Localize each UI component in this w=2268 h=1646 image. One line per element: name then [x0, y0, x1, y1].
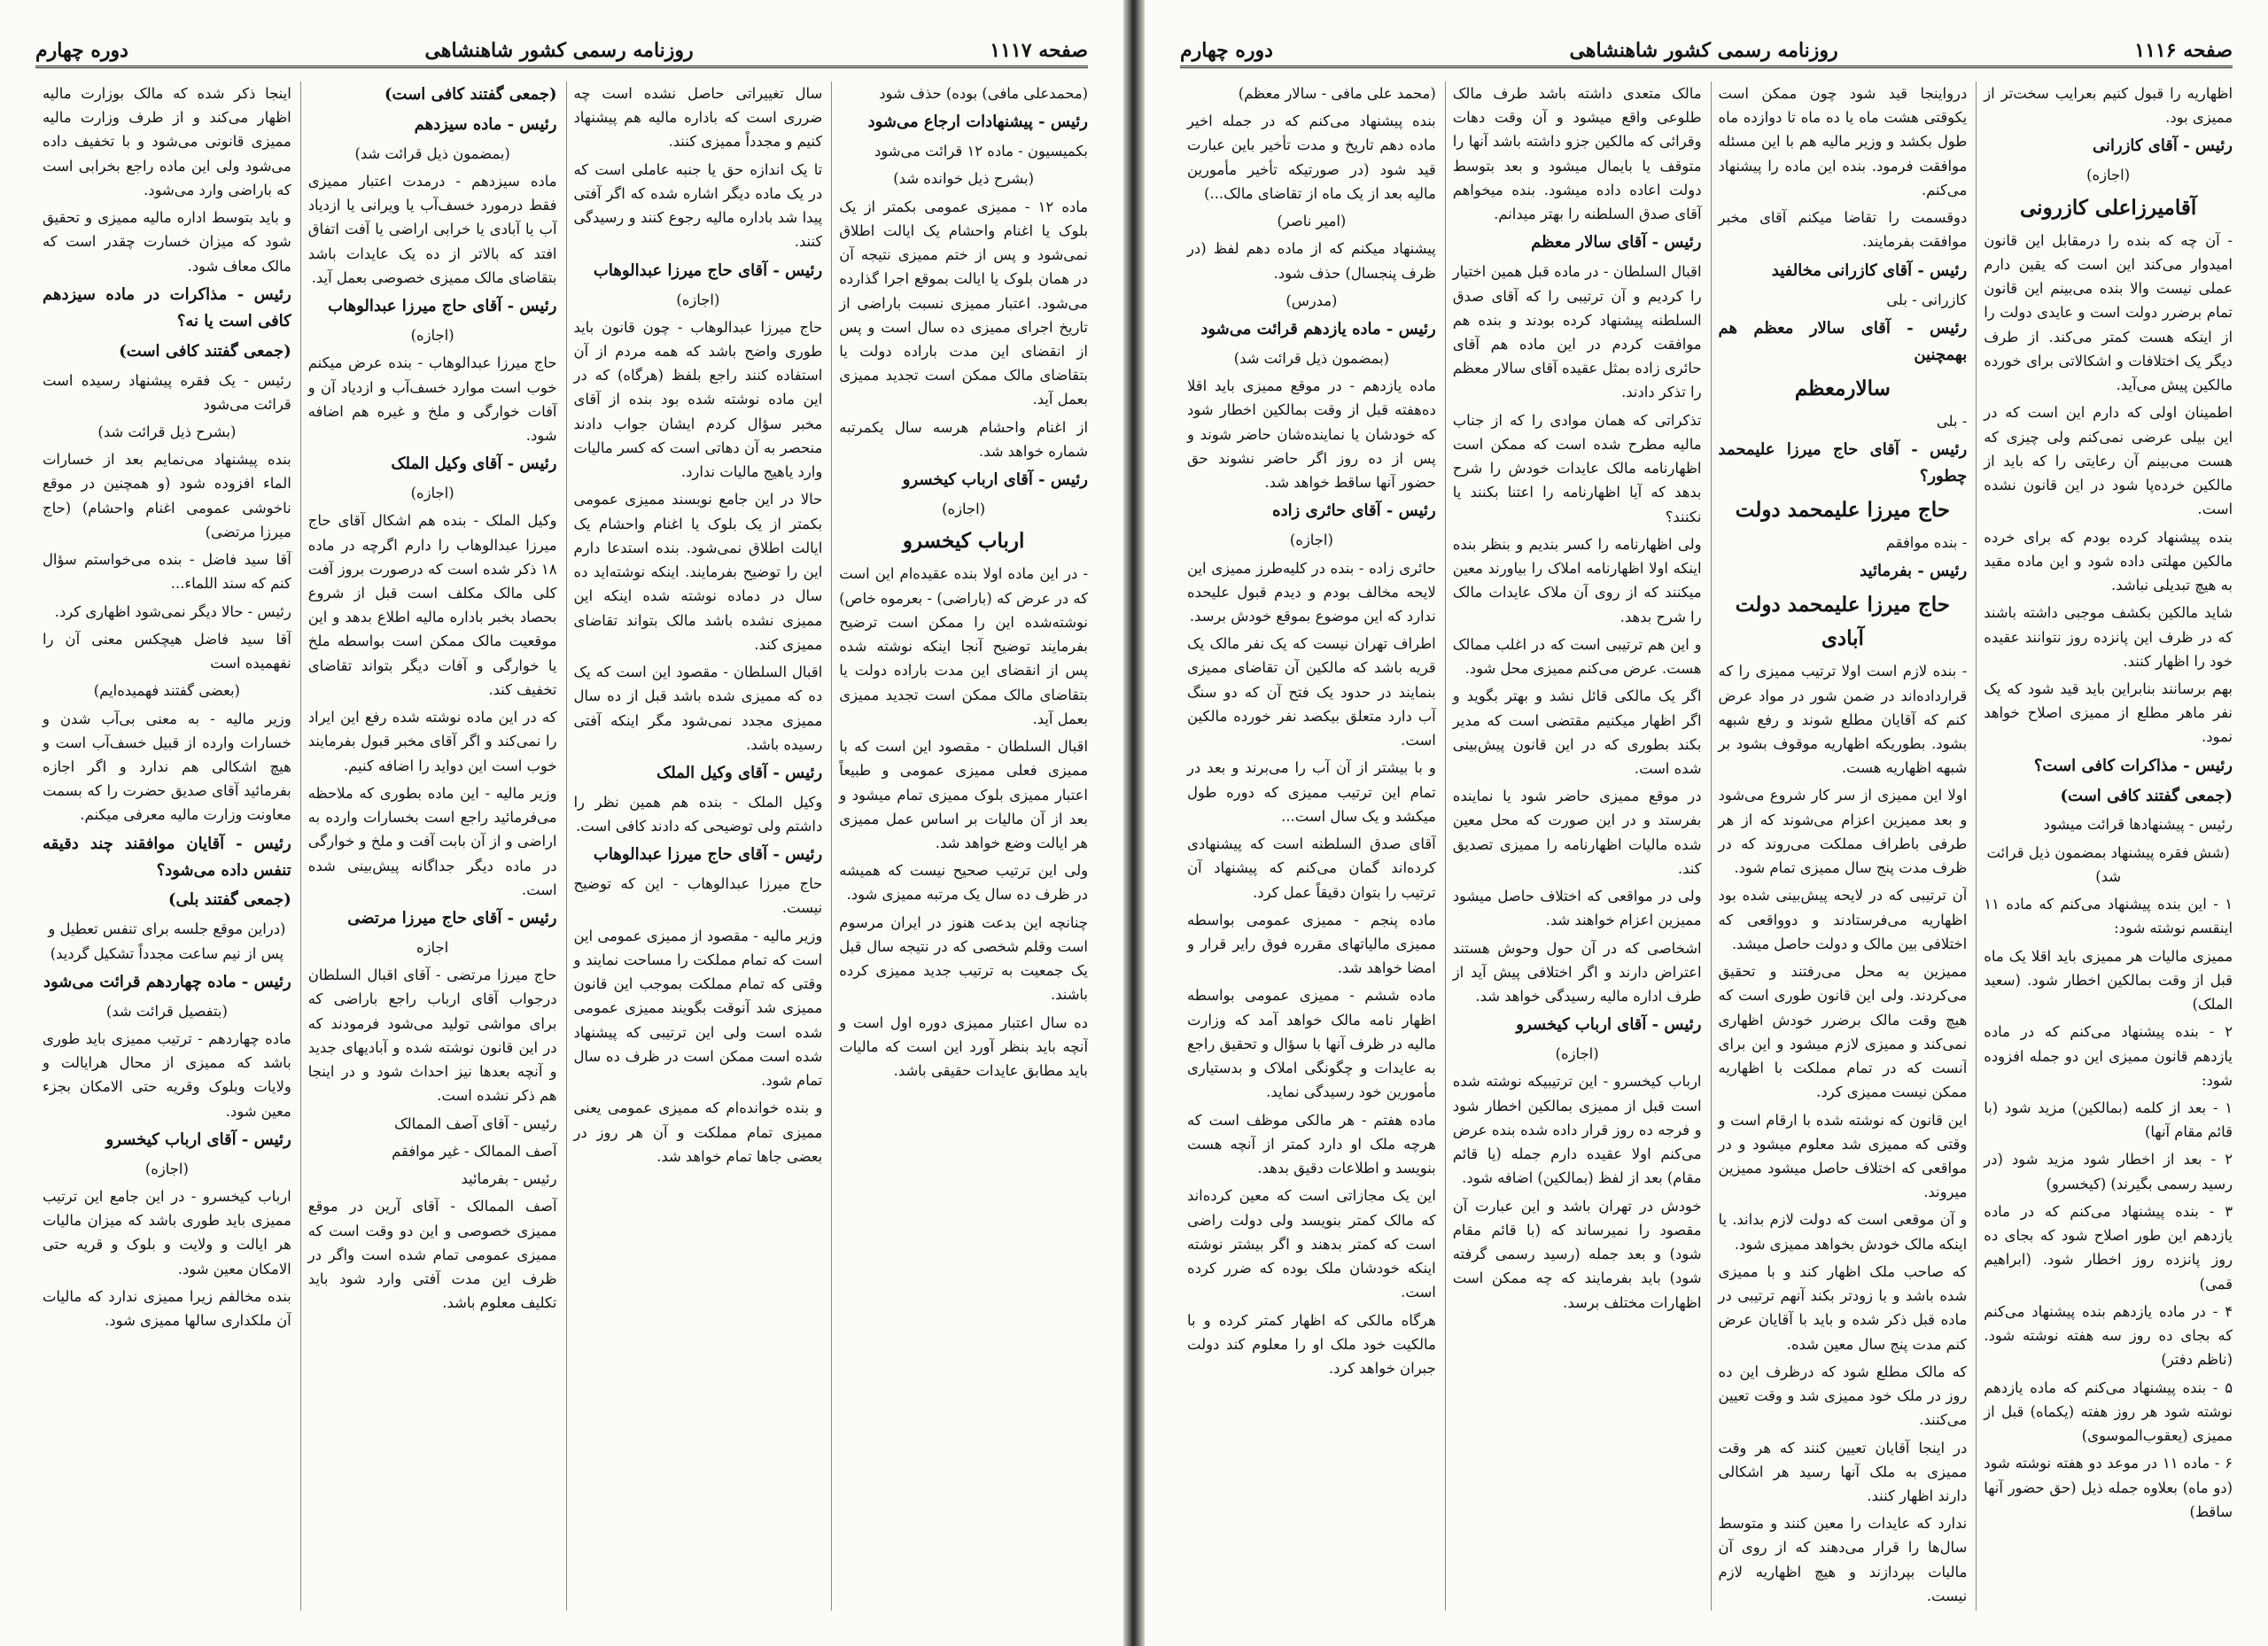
text-column [1445, 82, 1702, 1611]
speaker-name: حاج میرزا علیمحمد دولت [1735, 497, 1951, 522]
proceedings-note: (اجازه) [1555, 1045, 1599, 1063]
paragraph: اظهاریه را قبول کنیم بعرایب سخت‌تر از ممیزی بود. [1984, 85, 2233, 127]
volume-label: دوره چهارم [1180, 39, 1273, 62]
paragraph: حاج میرزا مرتضی - آقای اقبال السلطان درجواب آقای ارباب راجع باراضی که برای مواشی تولید می‌شود فرمودند که در این قانون نوشته شده و آبادیهای جدید و آنچه بعدها نیز احداث شود و در اینجا هم ذکر نشده است. [307, 967, 557, 1105]
text-column [35, 82, 291, 1611]
speaker-name: ارباب کیخسرو [902, 529, 1025, 554]
paragraph: ۵ - بنده پیشنهاد می‌کنم که ماده یازدهم نوشته شود هر روز هفته (یکماه) قبل از ممیزی (یعقوب‌الموسوی) [1984, 1378, 2233, 1445]
paragraph: ۳ - بنده پیشنهاد می‌کنم که در ماده یازدهم این طور اصلاح شود که بجای ده روز پانزده روز اخطار شود. (ابراهیم قمی) [1984, 1202, 2233, 1293]
paragraph: رئیس - بفرمائید [461, 1170, 557, 1188]
paragraph: وزیر مالیه - به معنی بی‌آب شدن و خسارات وارده از قبیل خسف‌آب است و هیچ اشکالی هم ندارد و اگر اجازه بفرمائید آقای صدیق حضرت را که بسمت معاونت وزارت مالیه معرفی میکنم. [43, 710, 291, 824]
paragraph: ماده ۱۲ - ممیزی عمومی بکمتر از یک بلوک یا اغنام واحشام یک ایالت اطلاق نمی‌شود و پس از ختم ممیزی نتیجه آن در همان بلوک یا ایالت بموقع اجرا گذارده می‌شود. اعتبار ممیزی نسبت باراضی از تاریخ اجرای ممیزی ده سال است و پس از انقضای این مدت باراده دولت یا بتقاضای مالک ممکن است تجدید ممیزی بعمل آید. [839, 198, 1088, 408]
paragraph: شاید مالکین بکشف موجبی داشته باشند که در ظرف این پانزده روز نتوانند عقیده خود را اظهار کنند. [1984, 604, 2233, 670]
paragraph: آقای صدق السلطنه است که پیشنهادی کرده‌اند گمان می‌کنم که پیشنهاد آن ترتیب را بتوان دقیقاً عمل کرد. [1187, 835, 1436, 901]
proceedings-note: (اجازه) [2086, 167, 2131, 184]
speaker-line: رئیس - ماده سیزدهم [414, 114, 557, 134]
proceedings-note: (دراین موقع جلسه برای تنفس تعطیل و پس از نیم ساعت مجدداً تشکیل گردید) [48, 920, 286, 962]
paragraph: از اغنام واحشام هرسه سال یکمرتبه شماره خواهد شد. [839, 418, 1088, 460]
proceedings-note: (بتفصیل قرائت شد) [105, 1002, 228, 1020]
paragraph: ماده چهاردهم - ترتیب ممیزی باید طوری باشد که ممیزی از محال هرایالت و ولایات وبلوک وقریه حتی الامکان بجزء معین شود. [43, 1029, 291, 1120]
speaker-line: رئیس - آقای وکیل الملک [391, 454, 557, 474]
volume-label: دوره چهارم [35, 39, 128, 62]
speaker-line: رئیس - بفرمائید [1860, 562, 1968, 581]
speaker-line: رئیس - آقای سالار معظم هم بهمچنین [1718, 318, 1968, 364]
paragraph: بکمیسیون - ماده ۱۲ قرائت می‌شود [874, 143, 1088, 160]
paragraph: و با بیشتر از آن آب را می‌برند و بعد در تمام این ترتیب ممیزی که دوره طول میکشد و یک سال است... [1187, 759, 1436, 825]
speaker-line: رئیس - آقای حاج میرزا عبدالوهاب [593, 260, 823, 280]
speaker-line: رئیس - ماده چهاردهم قرائت می‌شود [43, 972, 291, 991]
speaker-line: رئیس - ماده یازدهم قرائت می‌شود [1200, 320, 1436, 339]
paragraph: ندارد که عایدات را معین کنند و متوسط سال‌ها را قرار می‌دهند که از روی آن مالیات بپردازند و هیچ اظهاریه لازم نیست. [1718, 1515, 1968, 1604]
paragraph: ماده یازدهم - در موقع ممیزی باید اقلا ده‌هفته قبل از وقت بمالکین اخطار شود که خودشان یا نماینده‌شان حاضر شوند و پس از ده روز اگر حاضر نشوند حق حضور آنها ساقط خواهد شد. [1187, 377, 1436, 492]
paragraph: در اینجا آقایان تعیین کنند که هر وقت ممیزی به ملک آنها رسید هر اشکالی دارند اظهار کنند. [1718, 1439, 1968, 1505]
paragraph: مالک متعدی داشته باشد طرف مالک طلوعی واقع میشود و آن وقت دهات وقرائی که مالکین جزو داشته باشد آنها را متوقف یا بایمال میشود و بعد بتوسط دولت اعاده داده میشود. بنده میخواهم آقای صدق السلطنه را بهتر میدانم. [1452, 85, 1702, 223]
paragraph: این یک مجازاتی است که معین کرده‌اند که مالک کمتر بنویسد ولی دولت راضی است که کمتر بدهند و اگر بیشتر نوشته اینکه خودشان ملک بوده که ضرر کرده است. [1187, 1187, 1436, 1301]
paragraph: اولا این ممیزی از سر کار شروع می‌شود و بعد ممیزین اعزام می‌شوند که از هر طرفی باطراف مملکت می‌روند که در ظرف مدت پنج سال ممیزی تمام شود. [1718, 787, 1968, 877]
paragraph: چنانچه این بدعت هنوز در ایران مرسوم است وقلم شخصی که در نتیجه سال قبل یک جمعیت به ترتیب جدید ممیزی کرده باشند. [839, 913, 1088, 1004]
paragraph: و این هم ترتیبی است که در اغلب ممالک هست. عرض می‌کنم ممیزی محل شود. [1452, 635, 1702, 678]
proceedings-note: (بشرح ذیل خوانده شد) [893, 170, 1034, 188]
paragraph: این قانون که نوشته شده با ارقام است و وقتی که ممیزی شد معلوم میشود و در مواقعی که اختلاف حاصل میشود ممیزین میروند. [1718, 1111, 1968, 1201]
speaker-line: رئیس - مذاکرات در ماده سیزدهم کافی است یا نه؟ [43, 284, 291, 330]
paragraph: حاج میرزا عبدالوهاب - چون قانون باید طوری واضح باشد که همه مردم از آن استفاده کنند راجع بلفظ (هرگاه) که در این ماده نوشته شده بود بنده از آقای مخبر سؤال کردم ایشان جواب دادند منحصر به آن دهاتی است که کسر مالیات وارد یاهیج مالیات ندارد. [573, 318, 823, 481]
text-column [300, 82, 557, 1611]
paragraph: و آن موقعی است که دولت لازم بداند. یا اینکه مالک خودش بخواهد ممیزی شود. [1718, 1211, 1968, 1253]
paragraph: کازرانی - بلی [1886, 291, 1968, 308]
text-column [1180, 82, 1436, 1611]
proceedings-note: (شش فقره پیشنهاد بمضمون ذیل قرائت شد) [1986, 843, 2230, 885]
proceedings-note: (مدرس) [1285, 291, 1338, 309]
speaker-line: (جمعی گفتند کافی است) [2060, 786, 2233, 805]
paragraph: وکیل الملک - بنده هم همین نظر را داشتم ولی توضیحی که دادند کافی است. [573, 793, 823, 835]
paragraph: وزیر مالیه - این ماده بطوری که ملاحظه می‌فرمائید راجع است بخسارات وارده به اراضی و از آن بابت آفت و ملخ و خوارگی در ماده دیگر جداگانه پیش‌بینی شده است. [307, 784, 557, 898]
paragraph: دوقسمت را تقاضا میکنم آقای مخبر موافقت بفرمایند. [1718, 209, 1968, 251]
paragraph: رئیس - حالا دیگر نمی‌شود اظهاری کرد. [54, 602, 291, 620]
proceedings-note: (اجازه) [676, 291, 720, 308]
proceedings-note: اجازه [416, 938, 449, 956]
speaker-line: رئیس - پیشنهادات ارجاع می‌شود [867, 113, 1088, 132]
speaker-name: حاج میرزا علیمحمد دولت آبادی [1735, 592, 1951, 651]
paragraph: ماده هفتم - هر مالکی موظف است که هرچه ملک او دارد کمتر از آنچه هست بنویسد و اطلاعات دقیق بدهد. [1187, 1111, 1436, 1177]
paragraph: تذکراتی که همان موادی را که از جناب ماليه مطرح شده است که ممکن است اظهارنامه مالک عایدات خودش را شرح بدهد که آیا اظهارنامه را اعتنا بکنند یا نکنند؟ [1452, 411, 1702, 525]
paragraph: خودش در تهران باشد و این عبارت آن مقصود را نمیرساند که (با قائم مقام شود) و بعد جمله (رسید رسمی گرفته شود) باید بفرمایند که چه ممکن است اظهارات مختلف برسد. [1452, 1197, 1702, 1311]
proceedings-note: (اجازه) [1289, 532, 1333, 549]
paragraph: ده سال اعتبار ممیزی دوره اول است و آنچه باید بنظر آورد این است که مالیات باید مطابق عایدات حقیقی باشد. [839, 1013, 1088, 1080]
paragraph: ارباب کیخسرو - در این جامع این ترتیب ممیزی باید طوری باشد که میزان مالیات هر ایالت و ولایت و بلوک و قریه حتی الامکان معین شود. [43, 1187, 291, 1277]
paragraph: وکیل الملک - بنده هم اشکال آقای حاج میرزا عبدالوهاب را دارم اگرچه در ماده ۱۸ ذکر شده است که درصورت بروز آفت کلی مالک مکلف است قبل از شروع بحصاد بخبر باداره مالیه اطلاع بدهد و این موقعیت مالک ممکن است بواسطه ملخ یا خوارگی و آفات دیگر بتواند تقاضای تخفیف کند. [307, 512, 557, 698]
paragraph: آقا سید فاضل هیچکس معنی آن را نفهمیده است [43, 630, 291, 672]
paragraph: (محمد علی مافی - سالار معظم) [1238, 85, 1436, 102]
paragraph: (محمدعلی مافی) بوده) حذف شود [879, 85, 1088, 102]
paragraph: ولی اظهارنامه را کسر بندیم و بنظر بنده اینکه اولا اظهارنامه املاک را بیاورند معین میکنند که از روی آن ملاک عایدات مالک را شرح بدهد. [1452, 535, 1702, 625]
speaker-line: رئیس - آقایان موافقند چند دقیقه تنفس داده می‌شود؟ [43, 834, 291, 880]
paragraph: که در این ماده نوشته شده رفع این ایراد را نمی‌کند و اگر آقای مخبر قبول بفرمایند خوب است این دواید را اضافه کنیم. [307, 709, 557, 774]
paragraph: اطراف تهران نیست که یک نفر مالک یک قریه باشد که مالکین آن تقاضای ممیزی بنمایند در حدود یک فتح آن که دو سنگ آب دارد متعلق بیکصد نفر خورده مالکین است. [1187, 635, 1436, 749]
paragraph: ارباب کیخسرو - این ترتیبیکه نوشته شده است قبل از ممیزی بمالکین اخطار شود و فرجه ده روز قرار داده شده بنده عرض می‌کنم اولا عقیده دارم جمله (یا قائم مقام) بعد از لفظ (بمالکین) اضافه شود. [1452, 1073, 1702, 1187]
paragraph: ۴ - در ماده یازدهم بنده پیشنهاد می‌کنم که بجای ده روز سه هفته نوشته شود. (ناظم دفتر) [1984, 1302, 2233, 1369]
text-column [831, 82, 1088, 1611]
text-column [566, 82, 823, 1611]
paragraph: - آن چه که بنده را درمقابل این قانون امیدوار می‌کند این است که یقین دارم عملی نیست والا بنده می‌بینم این قانون تمام برضرر دولت است و عایدی دولت را از اینکه هست کمتر می‌کند. از طرف دیگر یک اختلافات و اشکالاتی برای خورده مالکین پیش می‌آید. [1984, 231, 2233, 394]
paragraph: که صاحب ملک اظهار کند و با ممیزی شده باشد و با زودتر بکند آنهم ترتیبی در ماده قبل ذکر شده و باید با آقایان عرض کنم مدت پنج سال معین شده. [1718, 1262, 1968, 1353]
paragraph: و بنده خوانده‌ام که ممیزی عمومی یعنی ممیزی تمام مملکت و آن هر روز در بعضی جاها تمام خواهد شد. [573, 1099, 823, 1165]
paragraph: ماده پنجم - ممیزی عمومی بواسطه ممیزی مالیاتهای مقرره فوق رایر قرار و امضا خواهد شد. [1187, 911, 1436, 977]
paragraph: اگر یک مالکی قائل نشد و بهتر بگوید و اگر اظهار میکنیم مقتضی است که مدیر بکند بطوری که در این قانون پیش‌بینی شده است. [1452, 687, 1702, 777]
speaker-name: آقامیرزاعلی کازرونی [2020, 195, 2197, 220]
page-gutter [1123, 0, 1145, 1646]
paragraph: ماده ششم - ممیزی عمومی بواسطه اظهار نامه مالک خواهد آمد که وزارت مالیه در ظرف آنها با سؤال و تحقیق راجع به عایدات و چگونگی املاک و بدستیاری مأمورین خود رسیدگی نماید. [1187, 987, 1436, 1101]
proceedings-note: (بشرح ذیل قرائت شد) [97, 423, 237, 440]
paragraph: حاج میرزا عبدالوهاب - این که توضیح نیست. [573, 875, 823, 917]
paragraph: ۱ - این بنده پیشنهاد می‌کنم که ماده ۱۱ اینقسم نوشته شود: [1984, 896, 2233, 937]
speaker-line: رئیس - مذاکرات کافی است؟ [2033, 756, 2233, 775]
paragraph: ۶ - ماده ۱۱ در موعد دو هفته نوشته شود (دو ماه) بعلاوه جمله ذیل (حق حضور آنها ساقط) [1984, 1455, 2233, 1520]
speaker-line: رئیس - آقای کازرانی [2093, 136, 2233, 156]
paragraph: رئیس - پیشنهادها قرائت میشود [2043, 816, 2233, 834]
paragraph: بنده مخالفم زیرا ممیزی ندارد که مالیات آن ملکداری سالها ممیزی شود. [43, 1287, 291, 1330]
paragraph: ولی در مواقعی که اختلاف حاصل میشود ممیزین اعزام خواهند شد. [1452, 888, 1702, 929]
page-header [35, 35, 1088, 68]
paragraph: ممیزی مالیات هر ممیزی باید اقلا یک ماه قبل از وقت بمالکین اخطار شود. (سعید الملک) [1984, 947, 2233, 1013]
page-1117 [0, 0, 1123, 1646]
speaker-line: رئیس - آقای حائری زاده [1272, 501, 1436, 521]
speaker-line: (جمعی گفتند کافی است) [119, 341, 291, 361]
paragraph: که مالک مطلع شود که درظرف این ده روز در ملک خود ممیزی شد و وقت تعیین می‌کنند. [1718, 1363, 1968, 1429]
proceedings-note: (اجازه) [410, 327, 454, 345]
paragraph: ولی این ترتیب صحیح نیست که همیشه در ظرف ده سال یک مرتبه ممیزی شود. [839, 862, 1088, 904]
paragraph: ممیزین به محل می‌رفتند و تحقیق می‌کردند. ولی این قانون طوری است که هیچ وقت مالک برضرر خودش اظهاری نمی‌کند و ممیزی لازم میشود و این برای آنست که در تمام مملکت با اظهاریه ممکن نیست ممیزی کرد. [1718, 963, 1968, 1101]
paragraph: - بلی [1936, 412, 1968, 430]
paragraph: بنده پیشنهاد می‌نمایم بعد از خسارات الماء افزوده شود (و همچنین در موقع ناخوشی عمومی اغنام واحشام) (حاج میرزا مرتضی) [43, 451, 291, 540]
paragraph: هرگاه مالکی که اظهار کمتر کرده و با مالکیت خود ملک او را معلوم کند دولت جبران خواهد کرد. [1187, 1311, 1436, 1377]
text-columns [35, 82, 1088, 1611]
paragraph: - بنده لازم است اولا ترتیب ممیزی را که قرارداده‌اند در ضمن شور در مواد عرض کنم که آقایان مطلع شوند و رفع شبهه بشود. بطوریکه اظهاریه موقوف بشود بر شبهه اظهاریه هست. [1718, 663, 1968, 777]
text-column [1711, 82, 1968, 1611]
speaker-line: رئیس - آقای حاج میرزا مرتضی [347, 909, 557, 928]
speaker-line: رئیس - آقای ارباب کیخسرو [105, 1130, 291, 1149]
proceedings-note: (اجازه) [942, 501, 986, 518]
paragraph: حائری زاده - بنده در کلیه‌طرز ممیزی این لایحه مخالف بودم و دیدم قبول علیحده ندارد که این موضوع بموقع خودش برسد. [1187, 559, 1436, 625]
paragraph: اقبال السلطان - در ماده قبل همین اختیار را کردیم و آن ترتیبی را که آقای صدق السلطنه پیشنهاد کرده بودند و بنده هم موافقت کردم در این ماده هم آقای حائری زاده بمثل عقیده آقای سالار معظم را تذکر دادند. [1452, 263, 1702, 401]
speaker-line: رئیس - آقای حاج میرزا عبدالوهاب [328, 297, 557, 316]
speaker-line: (جمعی گفتند کافی است) [384, 85, 557, 104]
paragraph: اینجا ذکر شده که مالک بوزارت مالیه اظهار می‌کند و از طرف وزارت مالیه ممیزی قانونی می‌شود و با تخفیف داده می‌شود ولی این ماده راجع بخرابی است که باراضی وارد می‌شود. [43, 85, 291, 198]
newspaper-title: روزنامه رسمی کشور شاهنشاهی [424, 39, 694, 62]
paragraph: اقبال السلطان - مقصود این است که با ممیزی فعلی ممیزی عمومی و طبیعاً اعتبار ممیزی بلوک ممیزی تمام میشود و بعد از آن مالیات بر اساس عمل ممیزی هر ایالت وضع خواهد شد. [839, 738, 1088, 852]
proceedings-note: (بمضمون ذیل قرائت شد) [354, 144, 510, 162]
paragraph: - بنده موافقم [1885, 533, 1968, 551]
paragraph: آن ترتیبی که در لایحه پیش‌بینی شده بود اظهاریه می‌فرستادند و دوواقعی که اختلافی بین مالک و دولت حاصل میشد. [1718, 887, 1968, 952]
paragraph: حالا در این جامع نوبسند ممیزی عمومی بکمتر از یک بلوک یا اغنام واحشام یک ایالت اطلاق نمی‌شود. بنده استدعا دارم این را توضیح بفرمایند. اینکه نوشته‌اید ده سال در دماده نوشته شده اینکه این ممیزی نشده باشد مالک بتواند تقاضای ممیزی کند. [573, 491, 823, 653]
paragraph: - در این ماده اولا بنده عقیده‌ام این است که در عرض که (باراضی) - بعرموه خاص) نوشته‌شده این را ممکن است ترضیح بفرمایند توضیح آنجا اینکه نوشته شده پس از انقضای این مدت باراده دولت یا بتقاضای مالک ممکن است تجدید ممیزی بعمل آید. [839, 565, 1088, 727]
proceedings-note: (بمضمون ذیل قرائت شد) [1233, 349, 1390, 367]
paragraph: ۱ - بعد از کلمه (بمالکین) مزید شود (با قائم مقام آنها) [1984, 1099, 2233, 1141]
paragraph: ۲ - بعد از اخطار شود مزید شود (در رسید رسمی بگیرند) (کیخسرو) [1984, 1151, 2233, 1192]
proceedings-note: (بعضی گفتند فهمیده‌ایم) [93, 682, 240, 700]
speaker-line: رئیس - آقای کازرانی مخالفید [1771, 260, 1968, 280]
speaker-line: رئیس - آقای سالار معظم [1531, 233, 1702, 252]
paragraph: اشخاصی که در آن حول وحوش هستند اعتراض دارند و اگر اختلافی پیش آید از طرف اداره مالیه رسیدگی خواهد شد. [1452, 939, 1702, 1005]
paragraph: ۲ - بنده پیشنهاد می‌کنم که در ماده یازدهم قانون ممیزی این دو جمله افزوده شود: [1984, 1023, 2233, 1089]
paragraph: وزیر مالیه - مقصود از ممیزی عمومی این است که تمام مملکت را مساحت نمایند و وقتی که تمام مملکت بموجب این قانون ممیزی شد آنوقت بگویند ممیزی عمومی شده است ولی این ترتیبی که پیشنهاد شده است ممکن است در ظرف ده سال تمام شود. [573, 927, 823, 1090]
paragraph: حاج میرزا عبدالوهاب - بنده عرض میکنم خوب است موارد خسف‌آب و ازدیاد آن و آفات خوارگی و ملخ و غیره هم اضافه شود. [307, 354, 557, 444]
paragraph: در موقع ممیزی حاضر شود یا نماینده بفرستد و در این صورت که محل معین شده مالیات اظهارنامه را ممیزی تصدیق کند. [1452, 788, 1702, 877]
speaker-line: رئیس - آقای ارباب کیخسرو [1516, 1015, 1702, 1035]
page-number: صفحه ۱۱۱۶ [2134, 39, 2233, 62]
paragraph: و باید بتوسط اداره مالیه ممیزی و تحقیق شود که میزان خسارت چقدر است که مالک معاف شود. [43, 209, 291, 275]
paragraph: بنده پیشنهاد کرده بودم که برای خرده مالکین مهلتی داده شود و این ماده مقید به هیچ تبدیلی نباشد. [1984, 528, 2233, 594]
speaker-name: سالارمعظم [1794, 376, 1891, 400]
paragraph: آصف الممالک - غیر موافقم [392, 1142, 557, 1160]
paragraph: پیشنهاد میکنم که از ماده دهم لفظ (در ظرف پنجسال) حذف شود. [1187, 240, 1436, 282]
paragraph: بهم برسانند بنابراین باید قید شود که یک نفر ماهر مطلع از ممیزی اصلاح خواهد نمود. [1984, 679, 2233, 746]
paragraph: آقا سید فاضل - بنده می‌خواستم سؤال کنم که سند اللماء... [43, 551, 291, 593]
page-1116 [1145, 0, 2268, 1646]
text-column [1976, 82, 2233, 1611]
paragraph: درواینجا قید شود چون ممکن است یکوقتی هشت ماه یا ده ماه تا دوازده ماه طول بکشد و وزیر مالیه هم با این مسئله موافقت فرمود. بنده این ماده را پیشنهاد می‌کنم. [1718, 85, 1968, 198]
paragraph: رئیس - آقای آصف الممالک [393, 1114, 557, 1132]
paragraph: بنده پیشنهاد می‌کنم که در جمله اخیر ماده دهم تاریخ و مدت تأخیر باین عبارت قید شود (در صورتیکه تأخیر مأمورین مالیه بعد از یک ماه از تقاضای مالک...) [1187, 113, 1436, 202]
speaker-line: رئیس - آقای حاج میرزا علیمحمد چطور؟ [1718, 439, 1968, 485]
paragraph: آصف الممالک - آقای آرین در موقع ممیزی خصوصی و این دو وقت است که ممیزی عمومی تمام شده است واگر در ظرف این مدت آفتی وارد شود باید تکلیف معلوم باشد. [307, 1198, 557, 1312]
paragraph: رئیس - یک فقره پیشنهاد رسیده است قرائت می‌شود [43, 371, 291, 413]
paragraph: اقبال السلطان - مقصود این است که یک ده که ممیزی شده باشد قبل از ده سال ممیزی مجدد نمی‌شود مگر اینکه آفتی رسیده باشد. [573, 664, 823, 753]
proceedings-note: (امیر ناصر) [1277, 213, 1347, 230]
proceedings-note: (اجازه) [410, 485, 454, 502]
speaker-line: رئیس - آقای ارباب کیخسرو [902, 470, 1088, 490]
paragraph: سال تغییراتی حاصل نشده است چه ضرری است که باداره مالیه هم پیشنهاد کنیم و مجدداً ممیزی کنند. [573, 85, 823, 151]
speaker-line: رئیس - آقای حاج میرزا عبدالوهاب [593, 845, 823, 865]
speaker-line: رئیس - آقای وکیل الملک [656, 763, 823, 782]
newspaper-title: روزنامه رسمی کشور شاهنشاهی [1569, 39, 1838, 62]
text-columns [1180, 82, 2233, 1611]
paragraph: تا یک اندازه حق یا جنبه عاملی است که در یک ماده دیگر اشاره شده که اگر آفتی پیدا شد باداره مالیه رجوع کنند و رسیدگی کنند. [573, 160, 823, 251]
paragraph: ماده سیزدهم - درمدت اعتبار ممیزی فقط درمورد خسف‌آب یا ویرانی یا ازدیاد آب یا آبادی یا خرابی اراضی یا آفت اتفاق افتد که بالاتر از ده یک عایدات باشد بتقاضای مالک ممیزی خصوصی بعمل آید. [307, 172, 557, 286]
page-header [1180, 35, 2233, 68]
speaker-line: (جمعی گفتند بلی) [168, 890, 291, 910]
page-number: صفحه ۱۱۱۷ [990, 39, 1088, 62]
paragraph: اطمینان اولی که دارم این است که در این بیلی عرضی نمی‌کنم ولی چیزی که هست می‌بینم آن رعایتی را که باید از مالکین خرده‌پا شود در این قانون نشده است. [1984, 404, 2233, 518]
proceedings-note: (اجازه) [144, 1160, 189, 1177]
